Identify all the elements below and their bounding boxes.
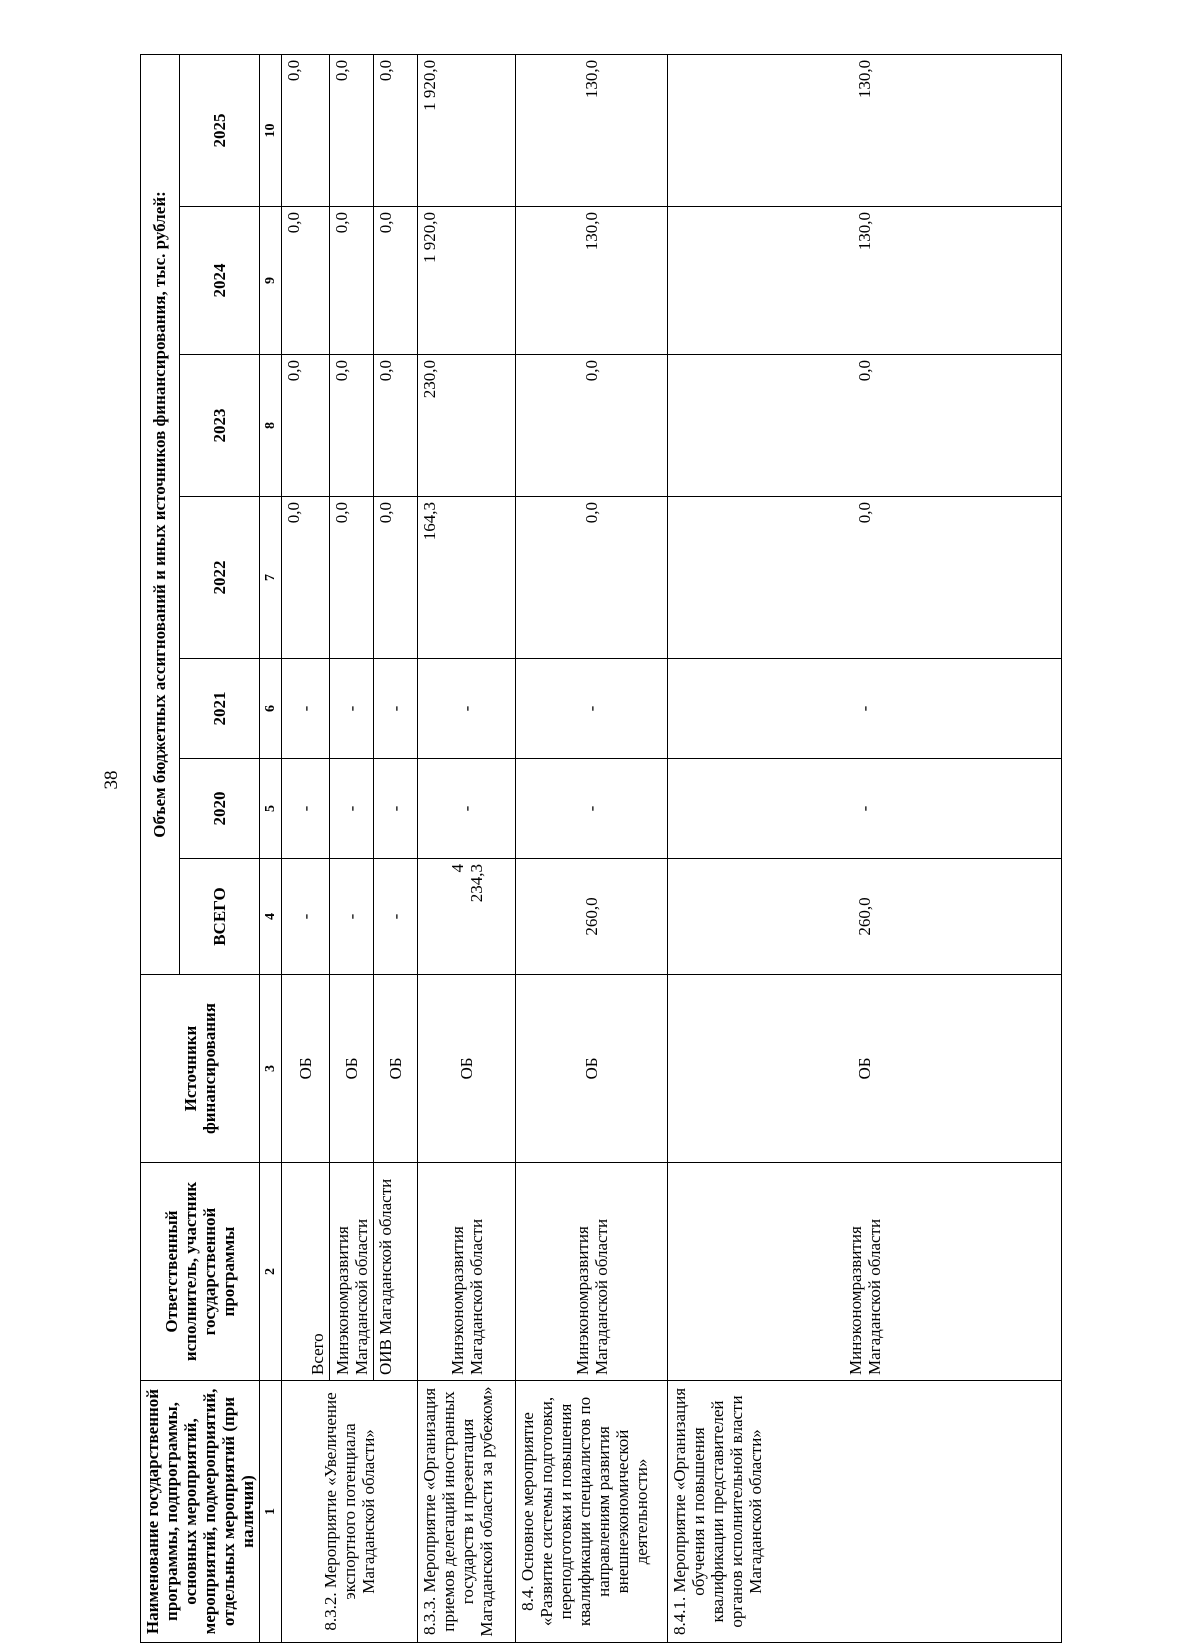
- header-2020: 2020: [179, 759, 259, 859]
- col-number: 10: [260, 54, 282, 206]
- row-value: 0,0: [282, 207, 330, 355]
- row-value: 130,0: [516, 54, 668, 206]
- row-executor: Минэкономразвития Магаданской области: [418, 1163, 516, 1381]
- col-number: 8: [260, 355, 282, 497]
- row-value: -: [282, 659, 330, 759]
- row-value: 0,0: [330, 355, 374, 497]
- row-value: -: [374, 659, 418, 759]
- row-value: 0,0: [516, 497, 668, 659]
- row-value: -: [282, 859, 330, 975]
- row-value: 130,0: [668, 207, 1062, 355]
- col-number: 7: [260, 497, 282, 659]
- row-value: 0,0: [374, 54, 418, 206]
- row-executor: Минэкономразвития Магаданской области: [516, 1163, 668, 1381]
- header-2024: 2024: [179, 207, 259, 355]
- row-value: 1 920,0: [418, 207, 516, 355]
- row-value: 130,0: [516, 207, 668, 355]
- row-source: ОБ: [418, 975, 516, 1163]
- header-2025: 2025: [179, 54, 259, 206]
- row-value: 0,0: [330, 497, 374, 659]
- header-total: ВСЕГО: [179, 859, 259, 975]
- row-value: 0,0: [374, 355, 418, 497]
- header-row-group: [141, 54, 180, 1642]
- row-source: ОБ: [330, 975, 374, 1163]
- row-value: 0,0: [374, 207, 418, 355]
- row-value: 0,0: [330, 54, 374, 206]
- header-executor: Ответственный исполнитель, участник государственной программы: [141, 1163, 260, 1381]
- col-number: 2: [260, 1163, 282, 1381]
- row-value: -: [374, 859, 418, 975]
- table-row: [516, 54, 668, 1642]
- col-number: 5: [260, 759, 282, 859]
- row-value: 230,0: [418, 355, 516, 497]
- row-value: 1 920,0: [418, 54, 516, 206]
- col-number: 1: [260, 1381, 282, 1643]
- header-name: Наименование государственной программы, подпрограммы, основных мероприятий, мероприятий, подмероприятий, отдельных мероприятий (при наличии): [141, 1381, 260, 1643]
- row-value: 0,0: [330, 207, 374, 355]
- row-source: ОБ: [516, 975, 668, 1163]
- row-value: -: [418, 759, 516, 859]
- table-row: [418, 54, 516, 1642]
- rotated-page-content: [140, 55, 1062, 1643]
- row-value: 0,0: [668, 355, 1062, 497]
- row-value: 0,0: [668, 497, 1062, 659]
- row-value: 0,0: [374, 497, 418, 659]
- table-row: [282, 54, 330, 1642]
- row-value: -: [330, 659, 374, 759]
- row-name-8-4-1: 8.4.1. Мероприятие «Организация обучения и повышения квалификации представителей органов исполнительной власти Магаданской области»: [668, 1381, 1062, 1643]
- row-value: 164,3: [418, 497, 516, 659]
- row-total-line1: 4: [447, 864, 467, 873]
- row-value: -: [282, 759, 330, 859]
- row-value: 0,0: [282, 54, 330, 206]
- row-source: ОБ: [282, 975, 330, 1163]
- row-name-8-3-3: 8.3.3. Мероприятие «Организация приемов делегаций иностранных государств и презентация Магаданской области за рубежом»: [418, 1381, 516, 1643]
- col-number: 9: [260, 207, 282, 355]
- row-value: 0,0: [282, 355, 330, 497]
- row-value: 0,0: [282, 497, 330, 659]
- page-number: 38: [101, 770, 122, 790]
- row-executor: Всего: [282, 1163, 330, 1381]
- row-value: 130,0: [668, 54, 1062, 206]
- funding-table: [140, 54, 1062, 1643]
- row-name-8-3-2: 8.3.2. Мероприятие «Увеличение экспортного потенциала Магаданской области»: [282, 1381, 418, 1643]
- col-number: 6: [260, 659, 282, 759]
- row-value: -: [668, 659, 1062, 759]
- row-source: ОБ: [668, 975, 1062, 1163]
- row-executor: ОИВ Магаданской области: [374, 1163, 418, 1381]
- col-number: 3: [260, 975, 282, 1163]
- row-value: -: [330, 759, 374, 859]
- row-executor: Минэкономразвития Магаданской области: [330, 1163, 374, 1381]
- row-value: -: [516, 659, 668, 759]
- row-total-line2: 234,3: [466, 864, 486, 903]
- row-value: 260,0: [668, 859, 1062, 975]
- row-value: -: [668, 759, 1062, 859]
- header-2023: 2023: [179, 355, 259, 497]
- row-executor: Минэкономразвития Магаданской области: [668, 1163, 1062, 1381]
- row-total: [418, 859, 516, 975]
- row-value: 260,0: [516, 859, 668, 975]
- row-name-8-4: 8.4. Основное мероприятие «Развитие системы подготовки, переподготовки и повышения квалификации специалистов по направлениям развития внешнеэкономической деятельности»: [516, 1381, 668, 1643]
- col-number: 4: [260, 859, 282, 975]
- row-source: ОБ: [374, 975, 418, 1163]
- row-value: -: [516, 759, 668, 859]
- row-value: -: [374, 759, 418, 859]
- column-number-row: [260, 54, 282, 1642]
- row-value: 0,0: [516, 355, 668, 497]
- header-2021: 2021: [179, 659, 259, 759]
- row-value: -: [330, 859, 374, 975]
- header-funding-group: Объем бюджетных ассигнований и иных источников финансирования, тыс. рублей:: [141, 54, 180, 974]
- table-row: [668, 54, 1062, 1642]
- header-2022: 2022: [179, 497, 259, 659]
- row-value: -: [418, 659, 516, 759]
- header-source: Источники финансирования: [141, 975, 260, 1163]
